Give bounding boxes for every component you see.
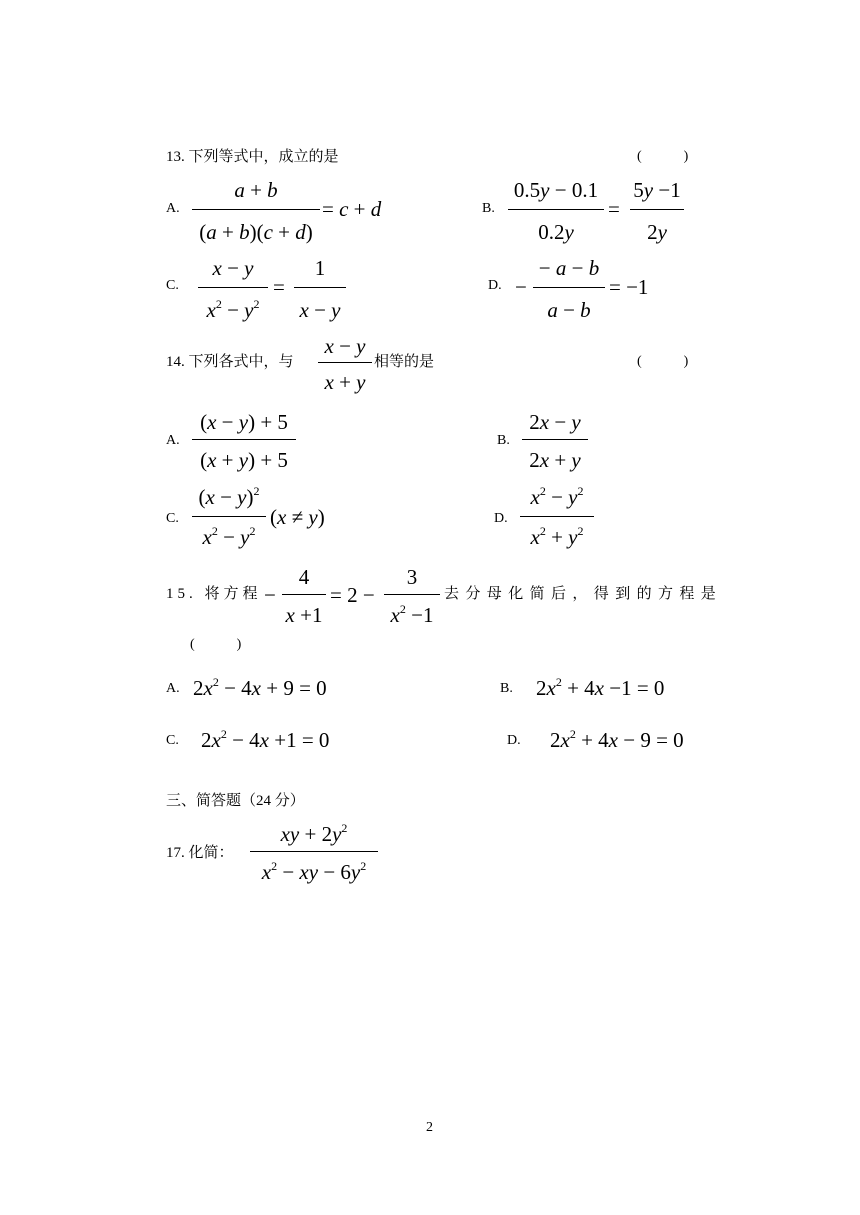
- q13-option-a-label: A.: [166, 201, 180, 216]
- q14-option-d-label: D.: [494, 511, 508, 526]
- q14-stem-suffix: 相等的是: [374, 354, 435, 370]
- q15-option-c-label: C.: [166, 733, 179, 748]
- q14-option-d-formula: $x^2 - y^2$ $x^2 + y^2$: [520, 485, 594, 549]
- q14-option-a-label: A.: [166, 433, 180, 448]
- q14-option-b-formula: 2x − y 2x + y: [522, 410, 588, 472]
- q14-stem-prefix: 14. 下列各式中，与: [166, 354, 294, 370]
- q13-option-c-label: C.: [166, 278, 179, 293]
- q14-option-a-formula: (x − y) + 5 (x + y) + 5: [192, 410, 296, 472]
- q15-answer-paren: ( ): [190, 637, 242, 652]
- q15-option-a-formula: $2x^2 - 4x + 9 = 0$: [193, 675, 327, 700]
- q15-option-d-formula: $2x^2 + 4x - 9 = 0$: [550, 727, 684, 752]
- page-number: 2: [426, 1120, 433, 1135]
- q13-stem: 13. 下列等式中，成立的是: [166, 149, 339, 165]
- q13-option-b-label: B.: [482, 201, 495, 216]
- q14-option-c-formula: $(x - y)^2$ $x^2 - y^2$ (x ≠ y): [192, 485, 342, 549]
- q15-option-b-label: B.: [500, 681, 513, 696]
- q14-stem-formula: x − y x + y: [318, 334, 372, 394]
- q14-answer-paren: ( ): [637, 354, 689, 369]
- q13-option-d-label: D.: [488, 278, 502, 293]
- q13-answer-paren: ( ): [637, 149, 689, 164]
- q15-stem-prefix: 15. 将方程: [166, 586, 262, 602]
- q15-option-c-formula: $2x^2 - 4x +1 = 0$: [201, 727, 330, 752]
- q17-stem: 17. 化简：: [166, 845, 234, 861]
- q14-option-c-label: C.: [166, 511, 179, 526]
- q13-option-b-formula: 0.5y − 0.1 0.2y = 5y −1 2y: [508, 178, 688, 244]
- q15-option-d-label: D.: [507, 733, 521, 748]
- q15-option-b-formula: $2x^2 + 4x -1 = 0$: [536, 675, 665, 700]
- section-heading: 三、简答题（24 分）: [166, 793, 305, 809]
- q15-option-a-label: A.: [166, 681, 180, 696]
- q13-option-a-formula: a + b (a + b)(c + d) = c + d: [192, 178, 432, 244]
- q13-option-d-formula: − − a − b a − b = −1: [515, 256, 649, 322]
- q14-option-b-label: B.: [497, 433, 510, 448]
- q15-stem-suffix: 去分母化简后，得到的方程是: [444, 586, 723, 602]
- q13-option-c-formula: x − y $x^2 - y^2$ = 1 x − y: [198, 256, 358, 322]
- q15-stem-formula: − 4 x +1 = 2 − 3 $x^2 -1$: [264, 565, 444, 627]
- q17-formula: xy + $2y^2$ $x^2$ − xy − $6y^2$: [250, 822, 378, 884]
